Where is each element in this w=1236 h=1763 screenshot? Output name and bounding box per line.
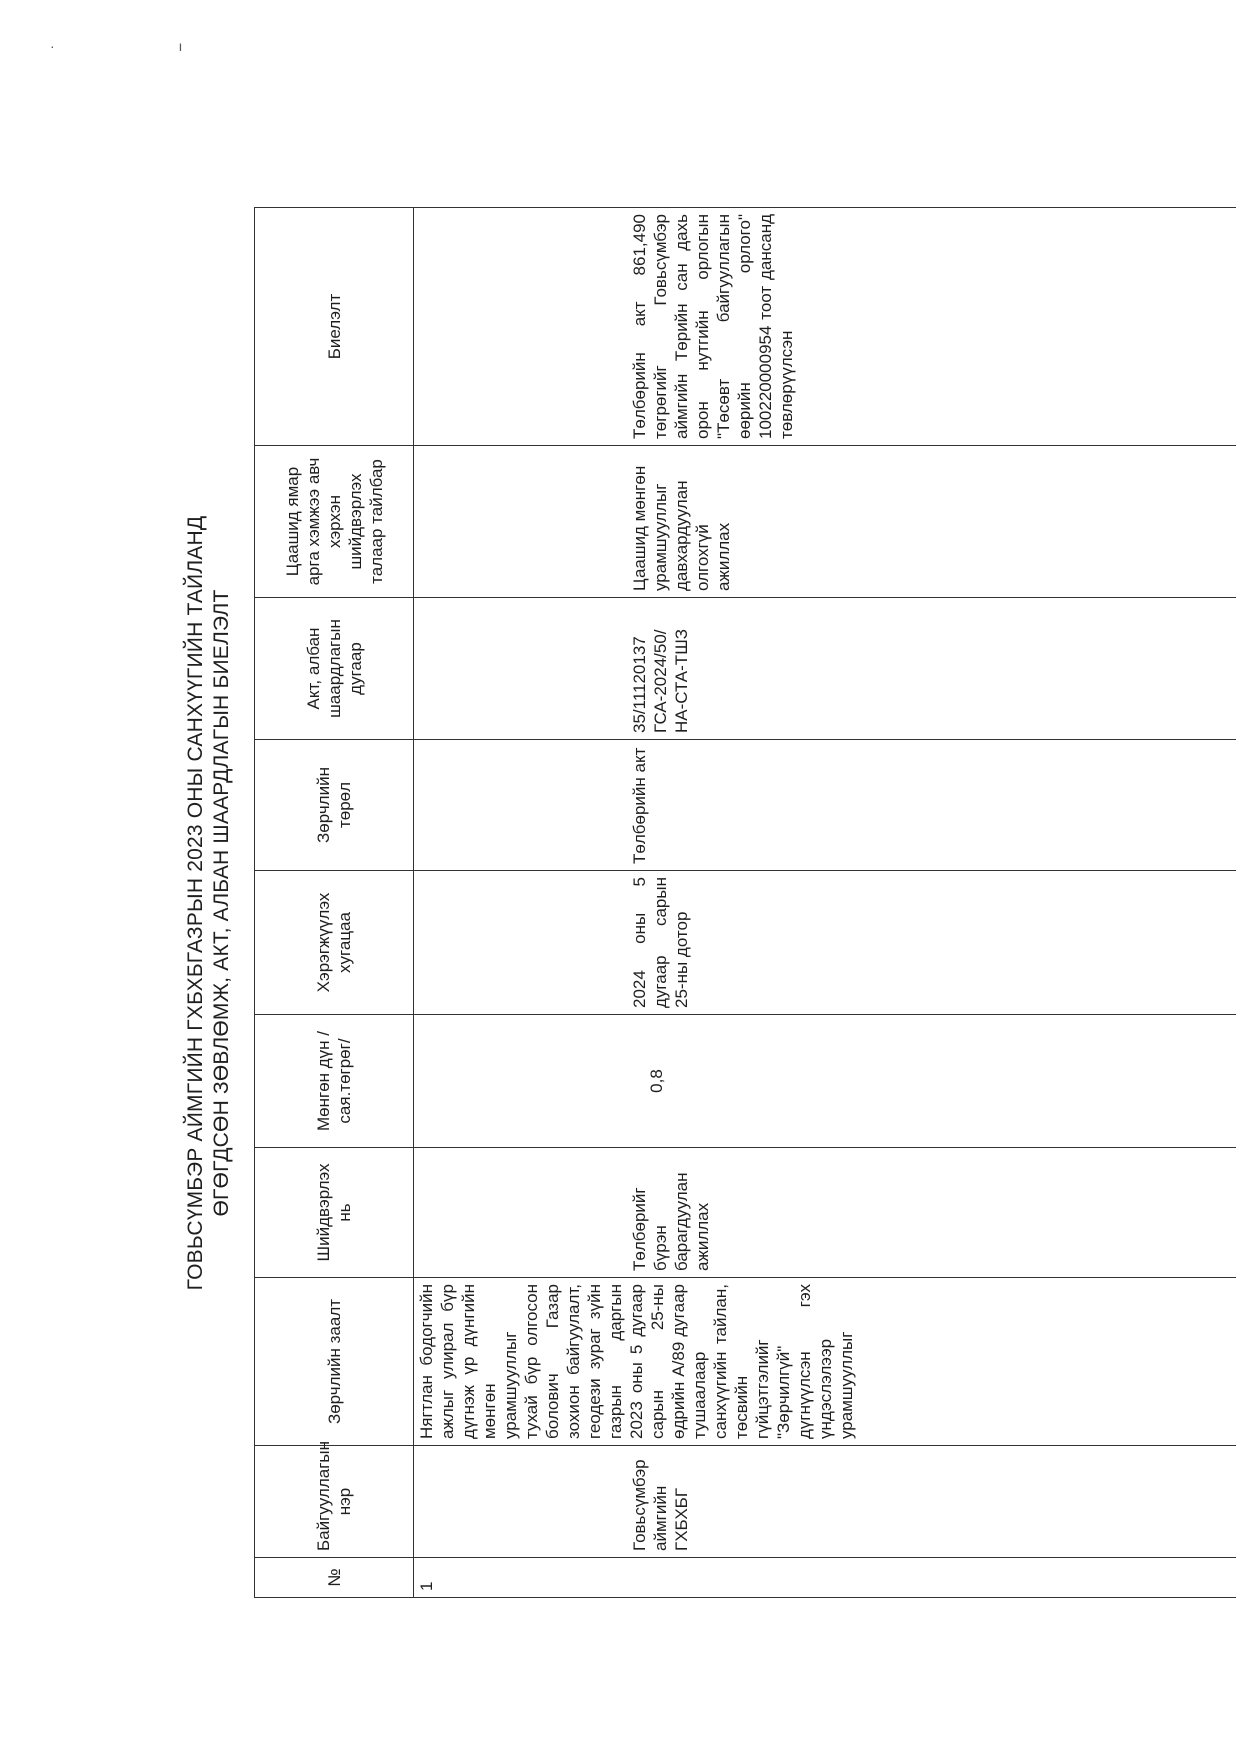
cell-amount: 0,8: [414, 1015, 1236, 1148]
header-amount: Мөнгөн дүн /сая.төгрөг/: [255, 1015, 414, 1148]
report-table: [254, 207, 1236, 1598]
cell-fulfillment: Төлбөрийн акт 861,490 төгрөгийг Говьсүмбэр аймгийн Төрийн сан дахь орон нутгийн орлогын "Төсөвт байгууллагын өөрийн орлого" 100220000954 тоот дансанд төвлөрүүлсэн: [414, 208, 1236, 446]
title-line-1: ГОВЬСҮМБЭР АЙМГИЙН ГХБХБГАЗРЫН 2023 ОНЫ САНХҮҮГИЙН ТАЙЛАНД: [184, 515, 207, 1291]
cell-org: Говьсүмбэр аймгийн ГХБХБГ: [414, 1446, 1236, 1558]
header-resolution: Шийдвэрлэх нь: [255, 1148, 414, 1278]
header-row: [255, 208, 414, 1598]
header-measures: Цаашид ямар арга хэмжээ авч хэрхэн шийдвэрлэх талаар тайлбар: [255, 446, 414, 598]
cell-measures: Цаашид мөнгөн урамшууллыг давхардуулан олгохгүй ажиллах: [414, 446, 1236, 598]
header-deadline: Хэрэгжүүлэх хугацаа: [255, 871, 414, 1015]
header-type: Зөрчлийн төрөл: [255, 740, 414, 871]
cell-no: 1: [414, 1558, 1236, 1598]
cell-resolution: Төлбөрийг бүрэн барагдуулан ажиллах: [414, 1148, 1236, 1278]
rotated-page: [183, 208, 1043, 1598]
table-row: [414, 208, 1236, 1598]
header-act: Акт, албан шаардлагын дугаар: [255, 598, 414, 740]
header-no: №: [255, 1558, 414, 1598]
header-violation: Зөрчлийн заалт: [255, 1278, 414, 1446]
scan-specks: · ı: [50, 38, 243, 54]
header-org: Байгууллагын нэр: [255, 1446, 414, 1558]
title-line-2: ӨГӨГДСӨН ЗӨВЛӨМЖ, АКТ, АЛБАН ШААРДЛАГЫН БИЕЛЭЛТ: [210, 589, 233, 1217]
cell-type: Төлбөрийн акт: [414, 740, 1236, 871]
cell-violation: Нягтлан бодогчийн ажлыг улирал бүр дүгнэж үр дүнгийн мөнгөн урамшууллыг тухай бүр олгосон болович Газар зохион байгуулалт, геодези зураг зүйн газрын даргын 2023 оны 5 дугаар сарын 25-ны өдрийн А/89 дугаар тушаалаар санхүүгийн тайлан, төсвийн гүйцэтгэлийг "Зөрчилгүй" дүгнүүлсэн гэх үндэслэлээр урамшууллыг: [414, 1278, 1236, 1446]
cell-deadline: 2024 оны 5 дугаар сарын 25-ны дотор: [414, 871, 1236, 1015]
cell-act: 35/11120137 ГСА-2024/50/НА-СТА-ТШЗ: [414, 598, 1236, 740]
page-title: [183, 208, 235, 1598]
header-fulfillment: Биелэлт: [255, 208, 414, 446]
